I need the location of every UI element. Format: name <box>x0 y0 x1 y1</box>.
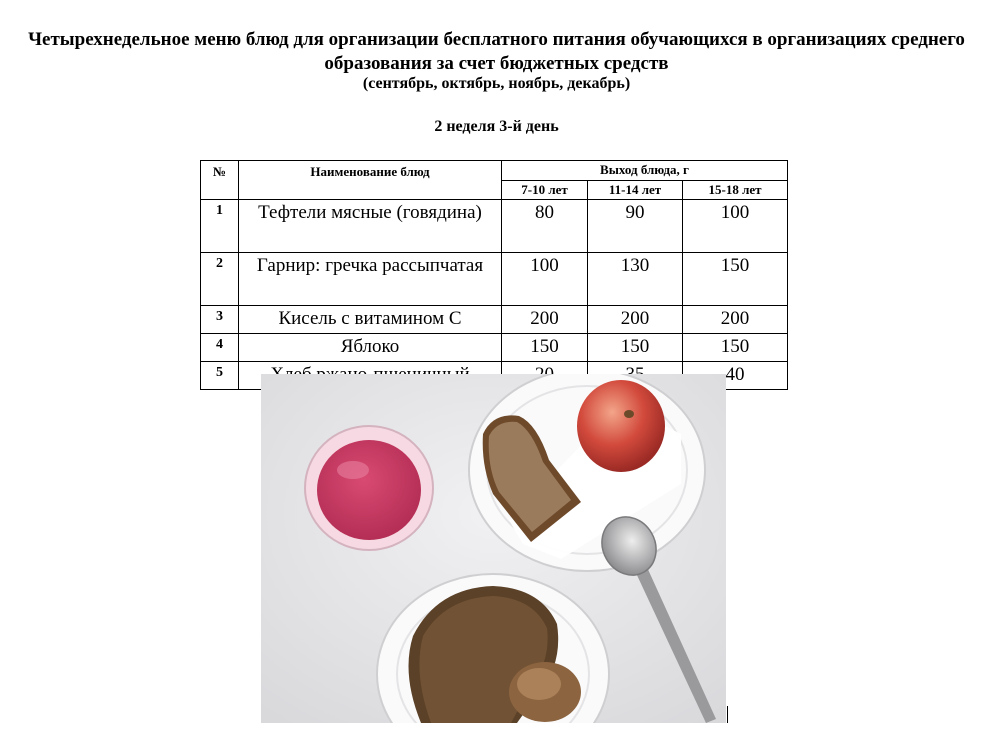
meal-photo <box>261 374 726 723</box>
meal-photo-illustration <box>261 374 726 723</box>
value-7-10: 200 <box>502 306 588 334</box>
value-15-18: 150 <box>683 253 788 306</box>
row-number: 4 <box>201 334 239 362</box>
value-11-14: 130 <box>588 253 683 306</box>
dish-name: Кисель с витамином С <box>239 306 502 334</box>
table-row <box>201 334 788 362</box>
header-age-7-10: 7-10 лет <box>502 181 588 200</box>
row-number: 3 <box>201 306 239 334</box>
dish-name: Яблоко <box>239 334 502 362</box>
value-11-14: 150 <box>588 334 683 362</box>
table-row <box>201 253 788 306</box>
meatball <box>509 662 581 722</box>
table-row <box>201 200 788 253</box>
text-cursor <box>727 706 728 723</box>
value-7-10: 100 <box>502 253 588 306</box>
apple <box>577 380 665 472</box>
week-day-heading: 2 неделя 3-й день <box>434 118 559 135</box>
table-row <box>201 306 788 334</box>
value-15-18: 200 <box>683 306 788 334</box>
value-11-14: 200 <box>588 306 683 334</box>
header-output: Выход блюда, г <box>502 161 788 181</box>
value-7-10: 150 <box>502 334 588 362</box>
row-number: 2 <box>201 253 239 306</box>
value-15-18: 40 <box>683 362 788 390</box>
row-number: 1 <box>201 200 239 253</box>
header-number: № <box>201 161 239 200</box>
document-title: Четырехнедельное меню блюд для организации бесплатного питания обучающихся в организациях среднего образования за счет бюджетных средств <box>28 29 965 74</box>
kissel-glass <box>305 426 433 550</box>
row-number: 5 <box>201 362 239 390</box>
value-11-14: 90 <box>588 200 683 253</box>
value-15-18: 150 <box>683 334 788 362</box>
dish-name: Гарнир: гречка рассыпчатая <box>239 253 502 306</box>
months-subtitle: (сентябрь, октябрь, ноябрь, декабрь) <box>362 75 631 92</box>
dish-name: Тефтели мясные (говядина) <box>239 200 502 253</box>
value-7-10: 80 <box>502 200 588 253</box>
header-age-15-18: 15-18 лет <box>683 181 788 200</box>
value-15-18: 100 <box>683 200 788 253</box>
menu-table <box>200 160 788 390</box>
header-age-11-14: 11-14 лет <box>588 181 683 200</box>
header-dish-name: Наименование блюд <box>239 161 502 200</box>
